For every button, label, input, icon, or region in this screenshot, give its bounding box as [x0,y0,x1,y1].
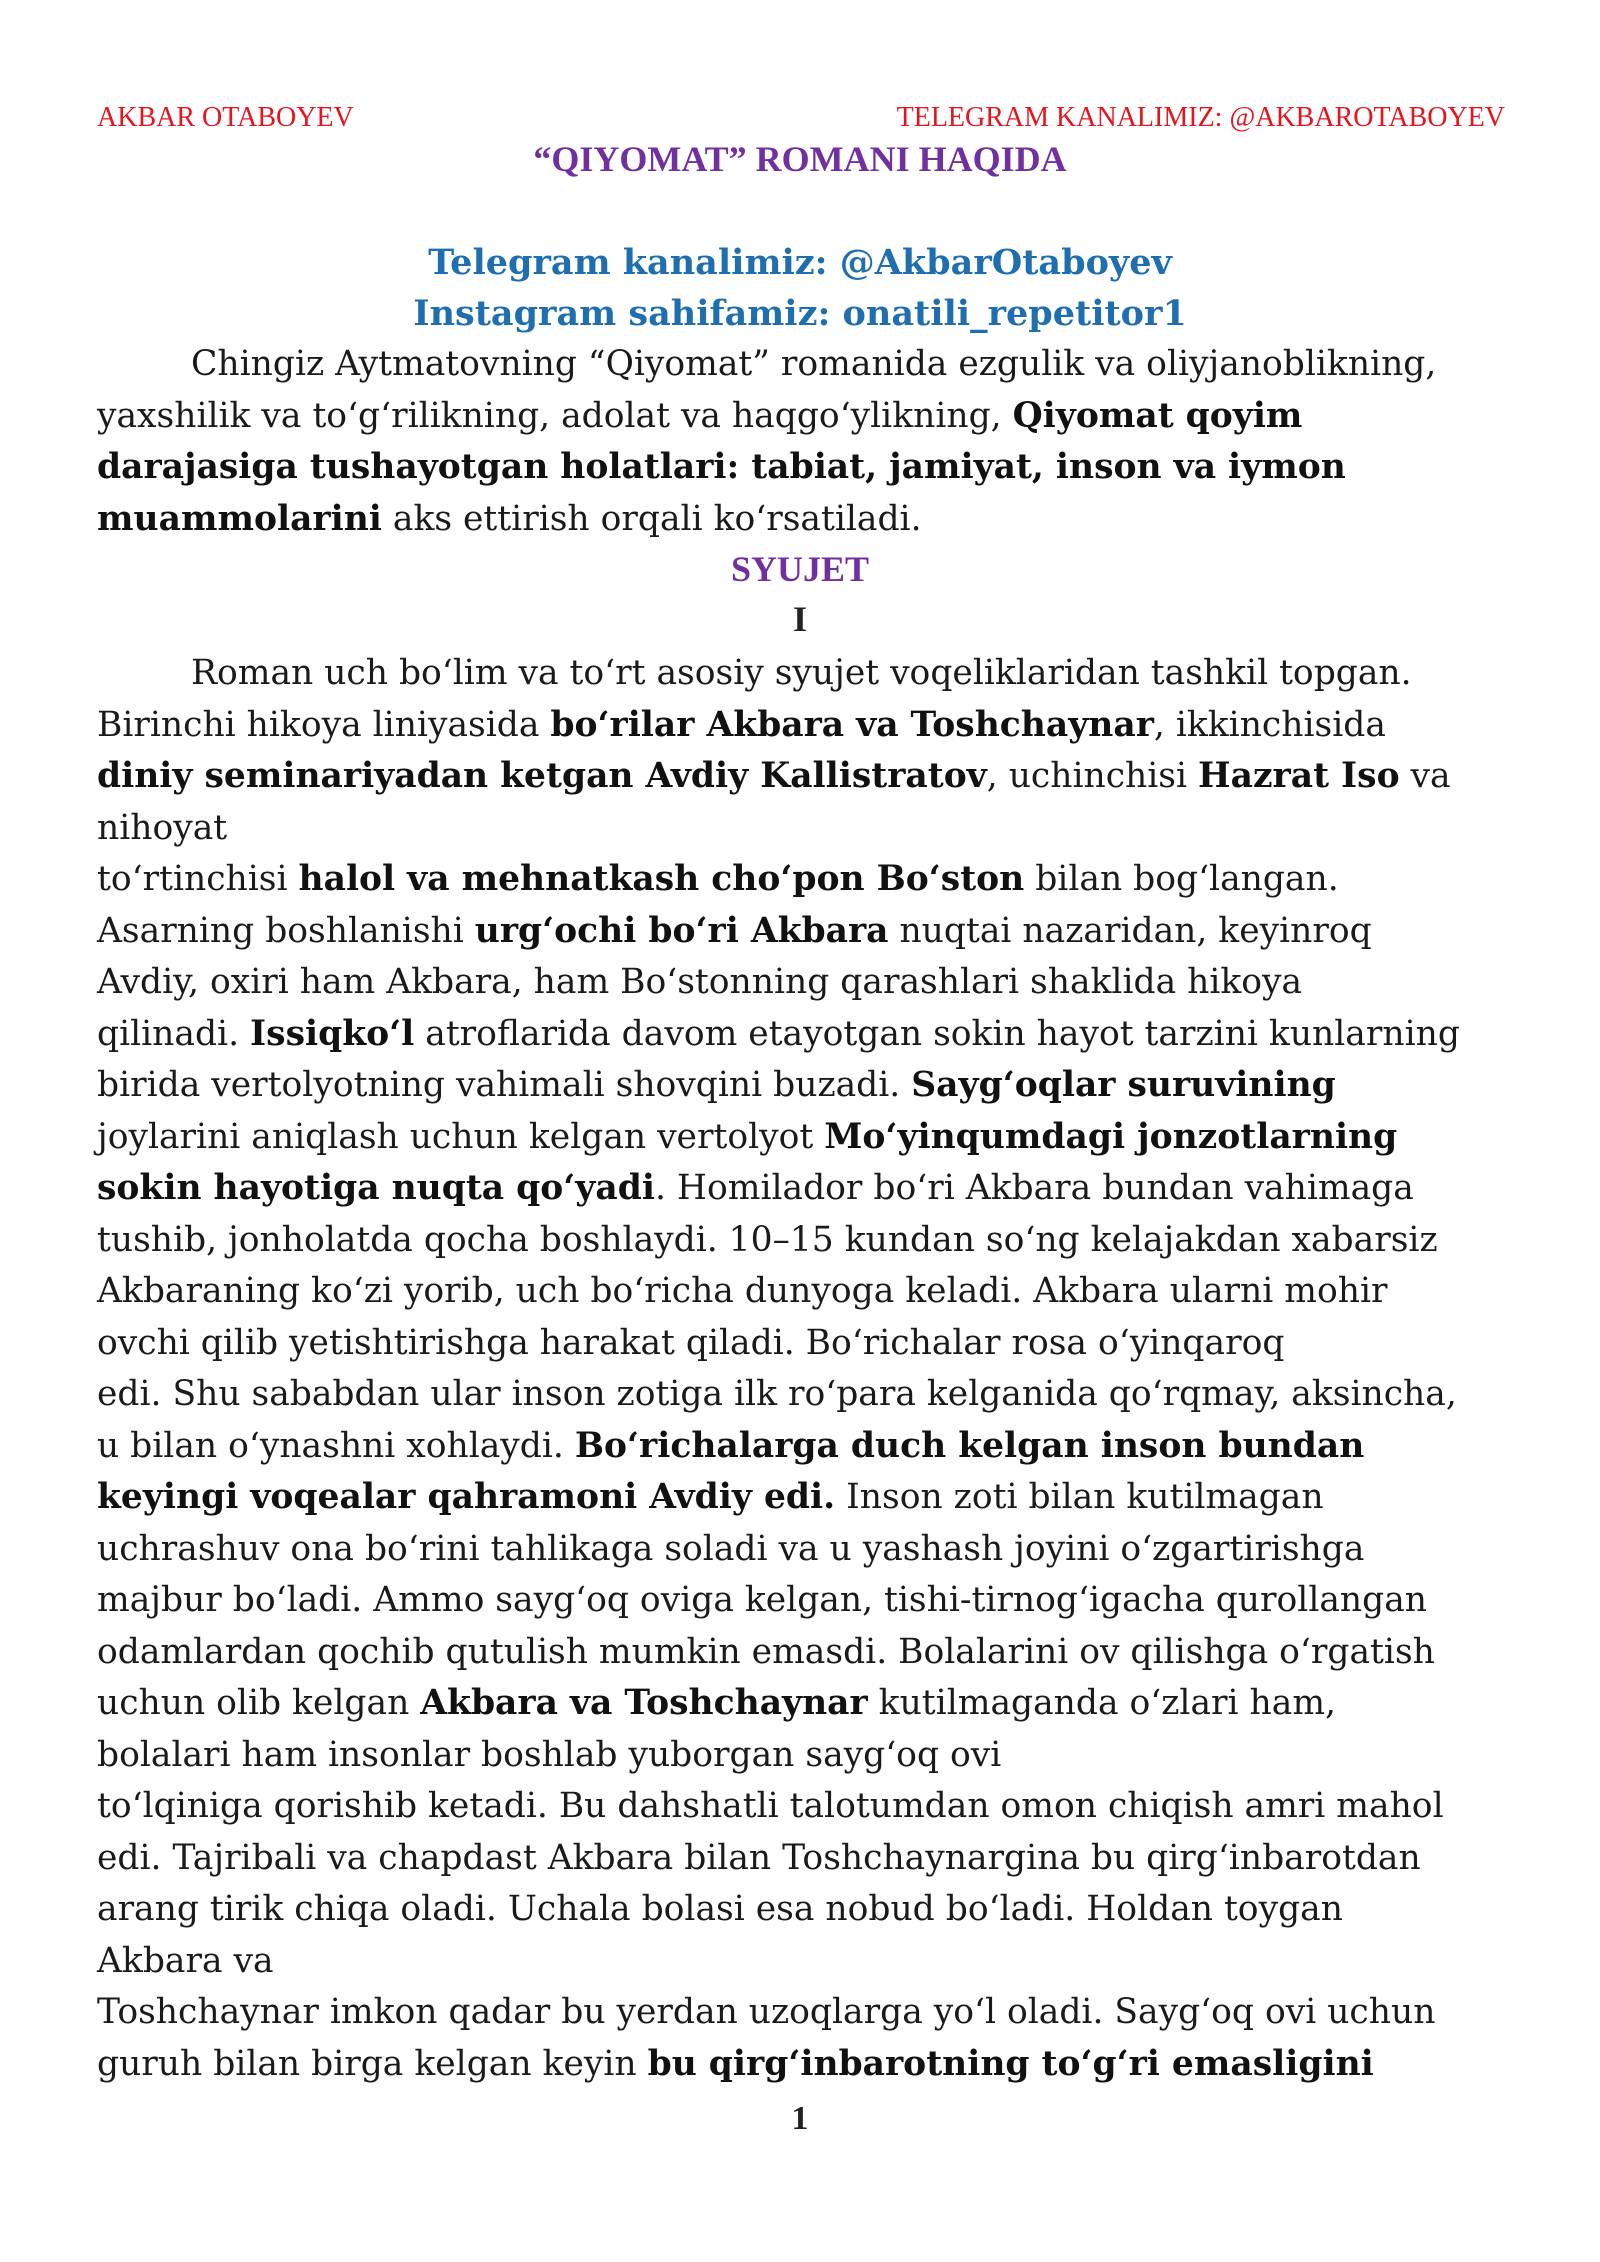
bold-text-run: darajasiga tushayotgan holatlari: tabiat, jamiyat, inson va iymon [97,447,1346,487]
text-run: aks ettirish orqali ko‘rsatiladi. [381,498,922,539]
text-run: Chingiz Aytmatovning “Qiyomat” romanida ezgulik va oliyjanoblikning, [191,344,1437,384]
text-run: Akbaraning ko‘zi yorib, uch bo‘richa dunyoga keladi. Akbara ularni mohir [97,1271,1388,1311]
text-run: va [1399,756,1451,796]
intro-paragraph [97,339,1527,545]
bold-text-run: diniy seminariyadan ketgan Avdiy Kallistratov [97,756,987,796]
text-run: birida vertolyotning vahimali shovqini buzadi. [97,1065,912,1105]
text-run: nihoyat [97,807,228,848]
text-run: tushib, jonholatda qocha boshlaydi. 10–15 kundan so‘ng kelajakdan xabarsiz [97,1219,1438,1260]
text-run: joylarini aniqlash uchun kelgan vertolyot [97,1116,825,1157]
bold-text-run: Issiqko‘l [250,1013,415,1054]
bold-text-run: urg‘ochi bo‘ri Akbara [474,910,889,951]
text-run: Avdiy, oxiri ham Akbara, ham Bo‘stonning qarashlari shaklida hikoya [97,962,1303,1002]
page-number: 1 [791,2100,809,2137]
text-run: Roman uch bo‘lim va to‘rt asosiy syujet voqeliklaridan tashkil topgan. [191,653,1412,693]
header-telegram: TELEGRAM KANALIMIZ: @AKBAROTABOYEV [896,102,1505,133]
text-run: uchrashuv ona bo‘rini tahlikaga soladi va u yashash joyini o‘zgartirishga [97,1528,1365,1569]
bold-text-run: Sayg‘oqlar suruvining [911,1065,1336,1105]
text-run: yaxshilik va to‘g‘rilikning, adolat va haqgo‘ylikning, [97,395,1013,436]
bold-text-run: Mo‘yinqumdagi jonzotlarning [824,1116,1398,1157]
text-run: bolalari ham insonlar boshlab yuborgan sayg‘oq ovi [97,1734,1002,1775]
bold-text-run: bu qirg‘inbarotning to‘g‘ri emasligini [647,2043,1374,2084]
text-run: , ikkinchisida [1153,704,1386,745]
telegram-line: Telegram kanalimiz: @AkbarOtaboyev [428,242,1172,283]
text-run: ovchi qilib yetishtirishga harakat qiladi. Bo‘richalar rosa o‘yinqaroq [97,1322,1285,1363]
text-run: atroflarida davom etayotgan sokin hayot tarzini kunlarning [414,1013,1460,1054]
text-run: , uchinchisi [986,756,1198,796]
section-number: I [792,599,807,639]
text-run: bilan bog‘langan. [1024,859,1339,899]
bold-text-run: Hazrat Iso [1198,756,1400,796]
text-run: majbur bo‘ladi. Ammo sayg‘oq oviga kelgan, tishi-tirnog‘igacha qurollangan [97,1580,1428,1620]
text-run: Inson zoti bilan kutilmagan [835,1477,1324,1517]
bold-text-run: halol va mehnatkash cho‘pon Bo‘ston [298,859,1025,899]
section-title: SYUJET [730,549,870,589]
text-run: u bilan o‘ynashni xohlaydi. [97,1425,575,1466]
text-run: odamlardan qochib qutulish mumkin emasdi. Bolalarini ov qilishga o‘rgatish [97,1631,1435,1672]
text-run: Akbara va [97,1940,274,1981]
document-title: “QIYOMAT” ROMANI HAQIDA [533,139,1067,179]
bold-text-run: Qiyomat qoyim [1012,395,1303,436]
body-paragraph [97,648,1527,2090]
bold-text-run: Akbara va Toshchaynar [420,1683,868,1723]
text-run: guruh bilan birga kelgan keyin [97,2043,648,2084]
text-run: Birinchi hikoya liniyasida [97,704,551,745]
text-run: Asarning boshlanishi [97,910,475,951]
text-run: to‘rtinchisi [97,859,299,899]
text-run: kutilmaganda o‘zlari ham, [867,1683,1336,1723]
text-run: qilinadi. [97,1013,251,1054]
header-author: AKBAR OTABOYEV [97,102,354,133]
text-run: nuqtai nazaridan, keyinroq [888,910,1372,951]
text-run: Toshchaynar imkon qadar bu yerdan uzoqlarga yo‘l oladi. Sayg‘oq ovi uchun [97,1992,1436,2032]
bold-text-run: bo‘rilar Akbara va Toshchaynar [550,704,1154,745]
bold-text-run: sokin hayotiga nuqta qo‘yadi [97,1168,655,1208]
bold-text-run: keyingi voqealar qahramoni Avdiy edi. [97,1477,836,1517]
text-run: to‘lqiniga qorishib ketadi. Bu dahshatli talotumdan omon chiqish amri mahol [97,1786,1444,1826]
text-run: edi. Shu sababdan ular inson zotiga ilk ro‘para kelganida qo‘rqmay, aksincha, [97,1374,1457,1414]
bold-text-run: muammolarini [97,498,382,539]
text-run: . Homilador bo‘ri Akbara bundan vahimaga [654,1168,1414,1208]
bold-text-run: Bo‘richalarga duch kelgan inson bundan [574,1425,1365,1466]
text-run: uchun olib kelgan [97,1683,421,1723]
text-run: edi. Tajribali va chapdast Akbara bilan Toshchaynargina bu qirg‘inbarotdan [97,1837,1421,1878]
instagram-line: Instagram sahifamiz: onatili_repetitor1 [413,293,1187,334]
text-run: arang tirik chiqa oladi. Uchala bolasi esa nobud bo‘ladi. Holdan toygan [97,1889,1343,1929]
